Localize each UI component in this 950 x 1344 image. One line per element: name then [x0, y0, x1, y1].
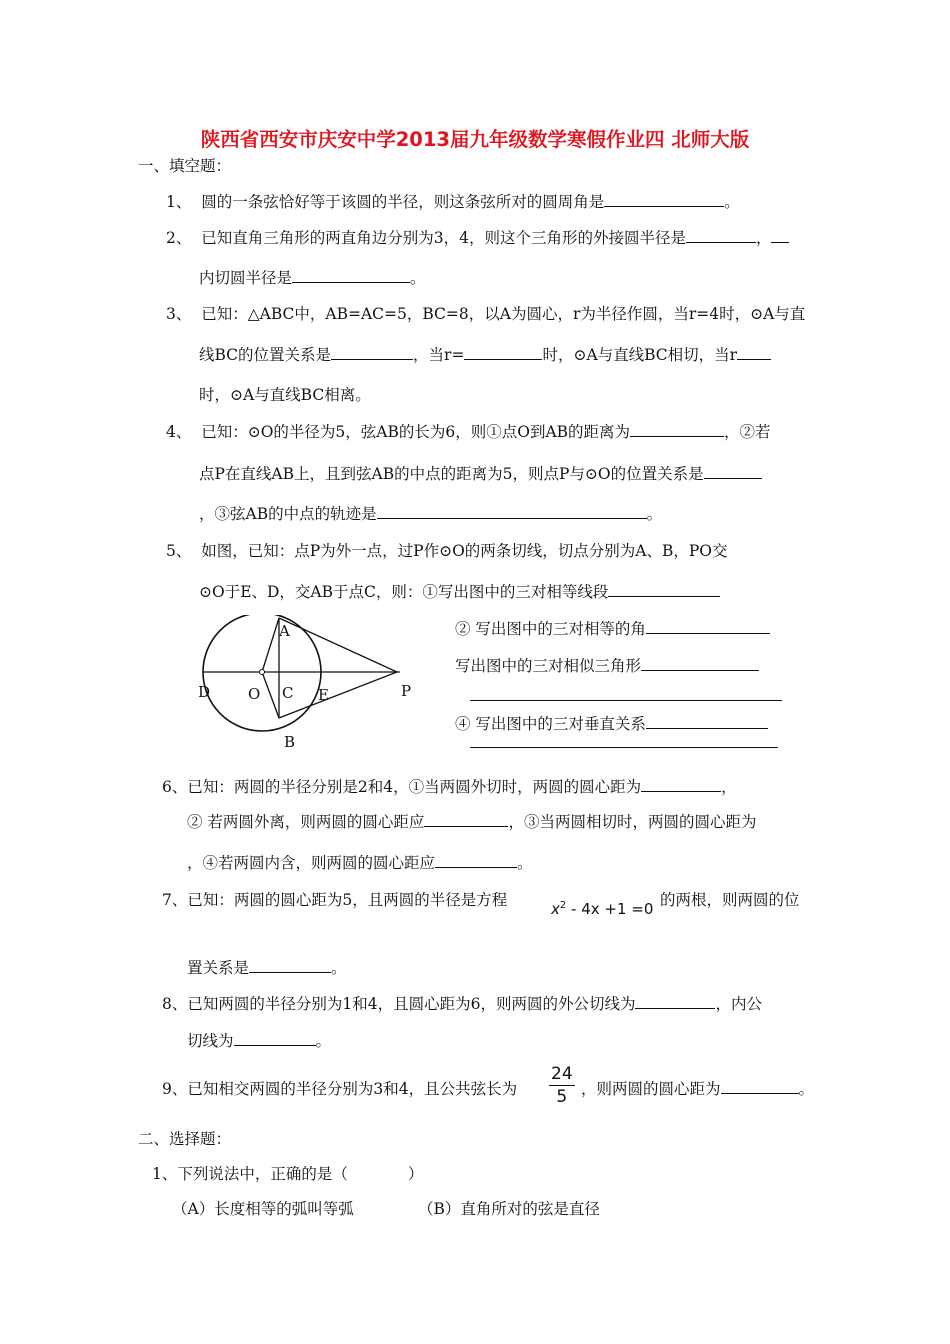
- answer-blank[interactable]: [234, 1031, 316, 1046]
- center-point-o: [260, 670, 265, 675]
- label-c: C: [282, 684, 294, 702]
- question-2: 2、 已知直角三角形的两直角边分别为3，4，则这个三角形的外接圆半径是 ，: [166, 226, 789, 248]
- question-2-line-2: 内切圆半径是 。: [199, 269, 426, 287]
- geometry-figure: [190, 615, 420, 755]
- radius-ob: [262, 672, 279, 718]
- question-7: 7、已知：两圆的圆心距为5，且两圆的半径是方程: [162, 891, 508, 909]
- answer-blank[interactable]: [771, 228, 789, 243]
- question-6: 6、已知：两圆的半径分别是2和4，①当两圆外切时，两圆的圆心距为 ，: [162, 778, 737, 796]
- label-o: O: [248, 685, 261, 703]
- quadratic-equation: $x^2 - 4x +1 =0$: [551, 900, 654, 918]
- question-5-sub-3: 写出图中的三对相似三角形: [455, 654, 759, 676]
- question-6-line-3: ，④若两圆内含，则两圆的圆心距应 。: [187, 854, 533, 872]
- question-7-tail: 的两根，则两圆的位: [660, 891, 800, 909]
- answer-blank[interactable]: [292, 268, 410, 283]
- answer-blank[interactable]: [641, 656, 759, 671]
- question-7-line-2: 置关系是 。: [187, 959, 347, 977]
- question-3: 3、 已知：△ABC中，AB=AC=5，BC=8，以A为圆心，r为半径作圆，当r=4时，⊙A与直: [166, 305, 806, 323]
- answer-blank[interactable]: [464, 345, 542, 360]
- question-4-line-2: 点P在直线AB上，且到弦AB的中点的距离为5，则点P与⊙O的位置关系是: [199, 462, 762, 484]
- answer-blank[interactable]: [635, 994, 715, 1009]
- tangent-pb: [279, 672, 397, 718]
- question-1: 1、 圆的一条弦恰好等于该圆的半径，则这条弦所对的圆周角是 。: [166, 193, 740, 211]
- answer-blank[interactable]: [721, 1079, 799, 1094]
- question-9-tail: ，则两圆的圆心距为 。: [581, 1080, 815, 1098]
- answer-blank[interactable]: [470, 733, 778, 748]
- section-multiple-choice-heading: 二、选择题：: [138, 1130, 232, 1148]
- answer-blank[interactable]: [424, 812, 508, 827]
- question-9: 9、已知相交两圆的半径分别为3和4，且公共弦长为: [162, 1080, 518, 1098]
- answer-blank[interactable]: [646, 714, 768, 729]
- question-8: 8、已知两圆的半径分别为1和4，且圆心距为6，则两圆的外公切线为 ，内公: [162, 995, 762, 1013]
- answer-blank[interactable]: [331, 345, 413, 360]
- question-4: 4、 已知：⊙O的半径为5，弦AB的长为6，则①点O到AB的距离为 ，②若: [166, 423, 771, 441]
- question-5-sub-4: ④ 写出图中的三对垂直关系: [455, 712, 768, 734]
- label-d: D: [198, 683, 211, 701]
- tangent-pa: [279, 618, 397, 672]
- question-5: 5、 如图，已知：点P为外一点，过P作⊙O的两条切线，切点分别为A、B，PO交: [166, 542, 728, 560]
- label-e: E: [318, 686, 329, 704]
- question-5-sub-2: ② 写出图中的三对相等的角: [455, 617, 770, 639]
- question-8-line-2: 切线为 。: [187, 1032, 332, 1050]
- answer-blank[interactable]: [435, 853, 517, 868]
- option-a[interactable]: （A）长度相等的弧叫等弧: [172, 1200, 354, 1218]
- answer-blank[interactable]: [604, 192, 724, 207]
- choice-question-1: 1、下列说法中，正确的是（ ）: [152, 1165, 424, 1183]
- answer-blank[interactable]: [737, 345, 771, 360]
- answer-blank[interactable]: [641, 777, 721, 792]
- fraction-24-over-5: $\frac{24}{5}$: [551, 1064, 573, 1107]
- label-a: A: [279, 622, 290, 640]
- question-3-line-3: 时，⊙A与直线BC相离。: [199, 386, 371, 404]
- label-b: B: [284, 733, 296, 751]
- answer-blank[interactable]: [377, 504, 647, 519]
- section-fill-blank-heading: 一、填空题：: [138, 157, 232, 175]
- question-4-line-3: ，③弦AB的中点的轨迹是 。: [199, 505, 663, 523]
- answer-blank[interactable]: [646, 619, 770, 634]
- question-6-line-2: ② 若两圆外离，则两圆的圆心距应 ，③当两圆相切时，两圆的圆心距为: [187, 813, 757, 831]
- answer-blank[interactable]: [470, 686, 782, 701]
- page-title: 陕西省西安市庆安中学2013届九年级数学寒假作业四 北师大版: [200, 128, 750, 151]
- label-p: P: [401, 682, 412, 700]
- answer-blank[interactable]: [704, 464, 762, 479]
- question-5-line-2: ⊙O于E、D，交AB于点C，则：①写出图中的三对相等线段: [199, 580, 720, 602]
- answer-blank[interactable]: [630, 422, 724, 437]
- option-b[interactable]: （B）直角所对的弦是直径: [418, 1200, 600, 1218]
- answer-blank[interactable]: [608, 582, 720, 597]
- question-3-line-2: 线BC的位置关系是 ，当r= 时，⊙A与直线BC相切，当r: [199, 343, 771, 365]
- radius-oa: [262, 618, 279, 672]
- answer-blank[interactable]: [249, 958, 331, 973]
- answer-blank[interactable]: [686, 228, 756, 243]
